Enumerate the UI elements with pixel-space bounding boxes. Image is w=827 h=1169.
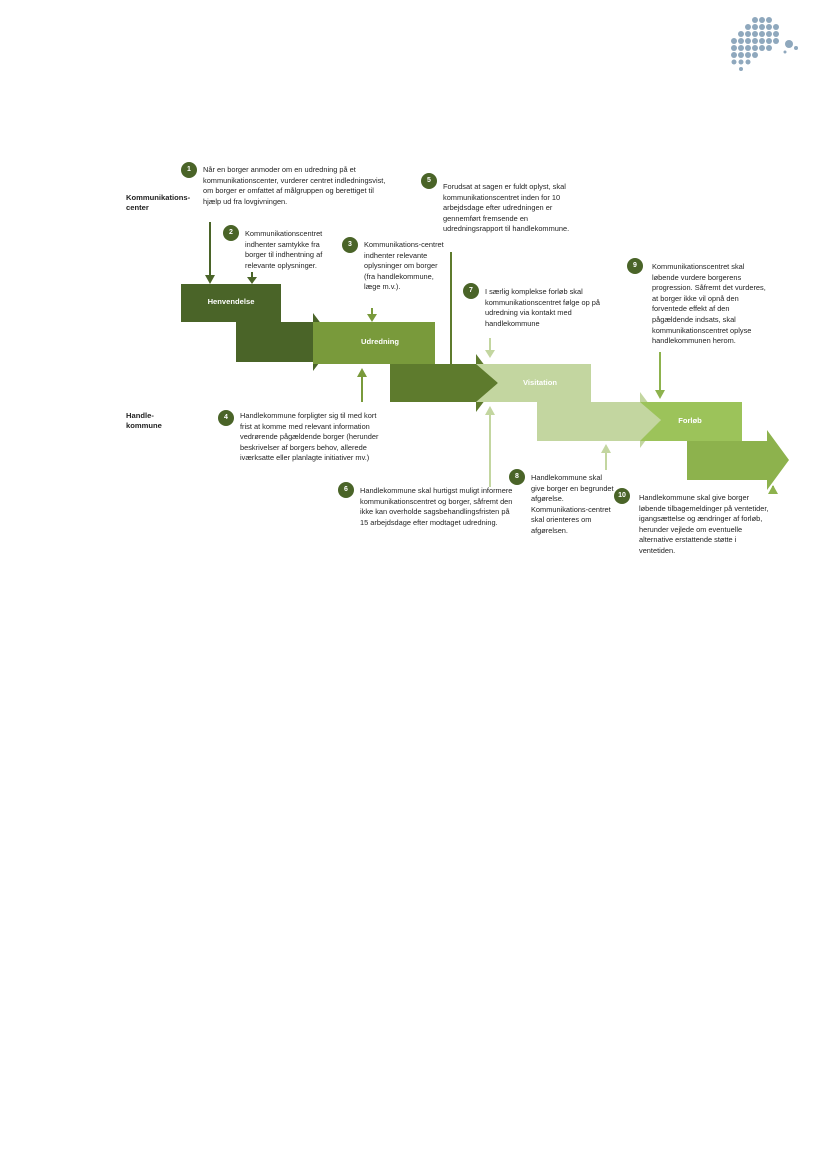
- step-7-badge: 7: [463, 283, 479, 299]
- step-9-badge: 9: [627, 258, 643, 274]
- stage-udredning: Udredning: [361, 337, 399, 346]
- arrowhead-step7: [485, 350, 495, 358]
- arrowhead-step2: [247, 277, 257, 284]
- step-6-text: Handlekommune skal hurtigst muligt informere kommunikationscentret og borger, såfremt den ikke kan overholde sagsbehandlingsfristen på 15 arbejdsdage efter modtaget udredning.: [360, 486, 513, 527]
- arrowhead-step8: [601, 444, 611, 453]
- step-7-text: I særlig komplekse forløb skal kommunikationscentret følge op på udredning via kontakt med handlekommune: [485, 287, 601, 328]
- step-3-badge: 3: [342, 237, 358, 253]
- step-1-text: Når en borger anmoder om en udredning på et kommunikationscenter, vurderer centret indledningsvist, om borger er omfattet af målgruppen og berettiget til hjælp ud fra lovgivningen.: [203, 165, 386, 206]
- step-2-badge: 2: [223, 225, 239, 241]
- step-5-badge: 5: [421, 173, 437, 189]
- step-3-text: Kommunikations-centret indhenter relevante oplysninger om borger (fra handlekommune, læge m.v.).: [364, 240, 444, 292]
- step-4-badge: 4: [218, 410, 234, 426]
- logo-icon: [725, 14, 805, 76]
- step-10-badge: 10: [614, 488, 630, 504]
- arrowhead-step6: [485, 406, 495, 415]
- stage-henvendelse: Henvendelse: [207, 297, 255, 306]
- role-handlekommune: Handle- kommune: [126, 411, 162, 430]
- arrowhead-step1: [205, 275, 215, 284]
- step-5-text: Forudsat at sagen er fuldt oplyst, skal kommunikationscentret inden for 10 arbejdsdage efter udredningen er gennemført fremsende en udredningsrapport til handlekommune.: [443, 182, 570, 234]
- step-1-badge: 1: [181, 162, 197, 178]
- stage-visitation: Visitation: [522, 378, 558, 387]
- step-6-badge: 6: [338, 482, 354, 498]
- arrowhead-step4: [357, 368, 367, 377]
- step-4-text: Handlekommune forpligter sig til med kort frist at komme med relevant information vedrørende pågældende borger (herunder beskrivelser af borgers behov, allerede iværksatte eller planlagte initiativer mv.): [240, 411, 379, 463]
- step-8-badge: 8: [509, 469, 525, 485]
- step-2-text: Kommunikationscentret indhenter samtykke fra borger til indhentning af relevante oplysninger.: [245, 229, 323, 270]
- step-8-text: Handlekommune skal give borger en begrundet afgørelse. Kommunikations-centret skal orienteres om afgørelsen.: [531, 473, 614, 535]
- step-9-text: Kommunikationscentret skal løbende vurdere borgerens progression. Såfremt det vurderes, at borger ikke vil opnå den forventede effekt af den pågældende indsats, skal kommunikationscentret oplyse handlekommunen herom.: [652, 262, 766, 346]
- arrowhead-step3: [367, 314, 377, 322]
- role-kommunikationscenter: Kommunikations- center: [126, 193, 191, 212]
- stage-forloeb: Forløb: [678, 416, 702, 425]
- arrowhead-step9: [655, 390, 665, 399]
- step-10-text: Handlekommune skal give borger løbende tilbagemeldinger på ventetider, igangsættelse og ændringer af forløb, herunder vejlede om eventuelle alternative erstattende støtte i ventetiden.: [639, 493, 769, 555]
